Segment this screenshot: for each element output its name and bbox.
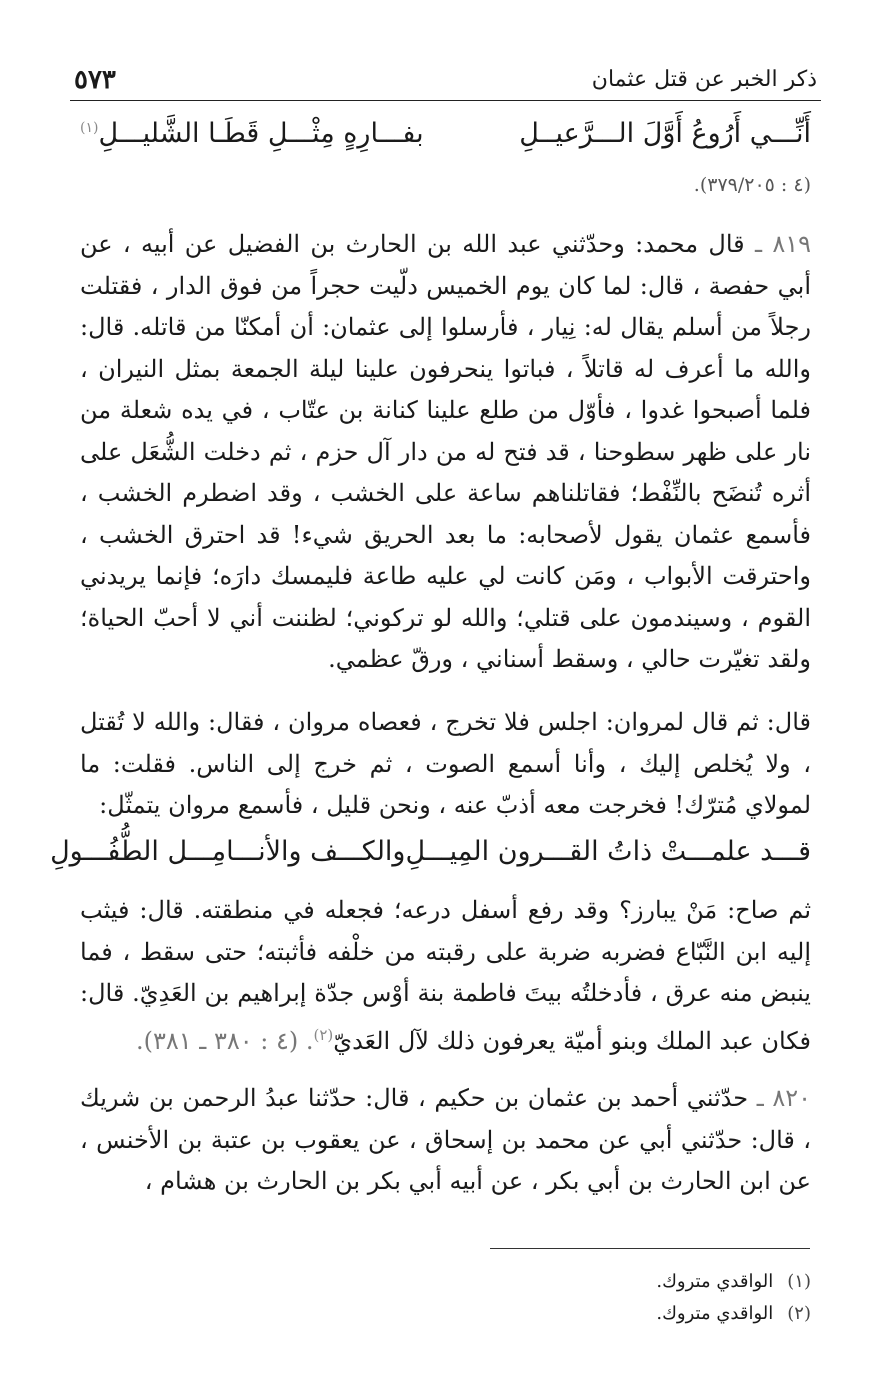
verse-2-second-hemistich: والكـــف والأنـــامِـــل الطُّفُـــولِ (50, 836, 406, 867)
verse-line-2 (50, 836, 811, 867)
narration-number-819: ٨١٩ ـ (754, 230, 811, 258)
verse-line-1 (80, 118, 811, 149)
page-number: ٥٧٣ (74, 65, 116, 95)
footnotes (656, 1266, 811, 1330)
footnote-1 (656, 1266, 811, 1298)
paragraph-mubaraza (80, 890, 811, 1062)
footnote-2 (656, 1298, 811, 1330)
verse-1-first-hemistich-text: أَنِّـــي أَرُوعُ أَوَّلَ الـــرَّعيــلِ (519, 118, 811, 149)
footnote-marker-2: (٢) (313, 1025, 334, 1044)
verse-2-first-hemistich: قـــد علمـــتْ ذاتُ القـــرون المِيـــلِ (405, 836, 811, 867)
running-title: ذكر الخبر عن قتل عثمان (591, 67, 817, 92)
footnote-1-text: الواقدي متروك. (656, 1271, 774, 1292)
paragraph-marwan (80, 702, 811, 827)
paragraph-820-text: حدّثني أحمد بن عثمان بن حكيم ، قال: حدّثنا عبدُ الرحمن بن شريك ، قال: حدّثني أبي عن محمد بن إسحاق ، عن يعقوب بن عتبة بن الأخنس ، عن ابن الحارث بن أبي بكر ، عن أبيه أبي بكر بن الحارث بن هشام ، (80, 1084, 811, 1195)
footnote-2-mark: (٢) (787, 1303, 811, 1324)
narration-number-820: ٨٢٠ ـ (756, 1084, 811, 1112)
paragraph-marwan-text: قال: ثم قال لمروان: اجلس فلا تخرج ، فعصاه مروان ، فقال: والله لا تُقتل ، ولا يُخلص إليك ، وأنا أسمع الصوت ، ثم خرج إلى الناس. فقلت: ما لمولاي مُترّك! فخرجت معه أذبّ عنه ، ونحن قليل ، فأسمع مروان يتمثّل: (80, 708, 812, 819)
paragraph-820 (80, 1078, 811, 1203)
footnote-2-text: الواقدي متروك. (656, 1303, 774, 1324)
page-header (70, 58, 821, 101)
verse-1-second-hemistich-text: بفـــارِهٍ مِثْـــلِ قَطَـا الشَّليـــلِ (98, 118, 424, 149)
paragraph-mubaraza-text: ثم صاح: مَنْ يبارز؟ وقد رفع أسفل درعه؛ فجعله في منطقته. قال: فيثب إليه ابن النَّبّاع فضربه ضربة على رقبته من خلْفه فأثبته؛ حتى سقط ، فما ينبض منه عرق ، فأدخلتُه بيتَ فاطمة بنة أوْس جدّة إبراهيم بن العَدِيّ. قال: فكان عبد الملك وبنو أميّة يعرفون ذلك لآل العَديّ (80, 896, 811, 1055)
footnote-divider (490, 1248, 810, 1249)
verse-1-first-hemistich (519, 118, 811, 149)
paragraph-819 (80, 224, 811, 681)
footnote-1-mark: (١) (787, 1271, 811, 1292)
paragraph-mubaraza-reference: . (٤ : ٣٨٠ ـ ٣٨١). (136, 1026, 314, 1055)
verse-1-reference: (٤ : ٣٧٩/٢٠٥). (693, 174, 811, 196)
footnote-marker-1: (١) (80, 120, 99, 136)
paragraph-819-text: قال محمد: وحدّثني عبد الله بن الحارث بن الفضيل عن أبيه ، عن أبي حفصة ، قال: لما كان يوم الخميس دلّيت حجراً من فوق الدار ، فقتلت رجلاً من أسلم يقال له: نِيار ، فأرسلوا إلى عثمان: أن أمكنّا من قاتله. قال: والله ما أعرف له قاتلاً ، فباتوا ينحرفون علينا ليلة الجمعة بمثل النيران ، فلما أصبحوا غدوا ، فأوّل من طلع علينا كنانة بن عتّاب ، في يده شعلة من نار على ظهر سطوحنا ، قد فتح له من دار آل حزم ، ثم دخلت الشُّعَل على أثره تُنضَح بالنِّفْط؛ فقاتلناهم ساعة على الخشب ، وقد اضطرم الخشب ، فأسمع عثمان يقول لأصحابه: ما بعد الحريق شيء! قد احترق الخشب ، واحترقت الأبواب ، ومَن كانت لي عليه طاعة فليمسك دارَه؛ فإنما يريدني القوم ، وسيندمون على قتلي؛ والله لو تركوني؛ لظننت أني لا أحبّ الحياة؛ ولقد تغيّرت حالي ، وسقط أسناني ، ورقّ عظمي. (80, 230, 811, 673)
verse-1-second-hemistich (80, 118, 424, 149)
